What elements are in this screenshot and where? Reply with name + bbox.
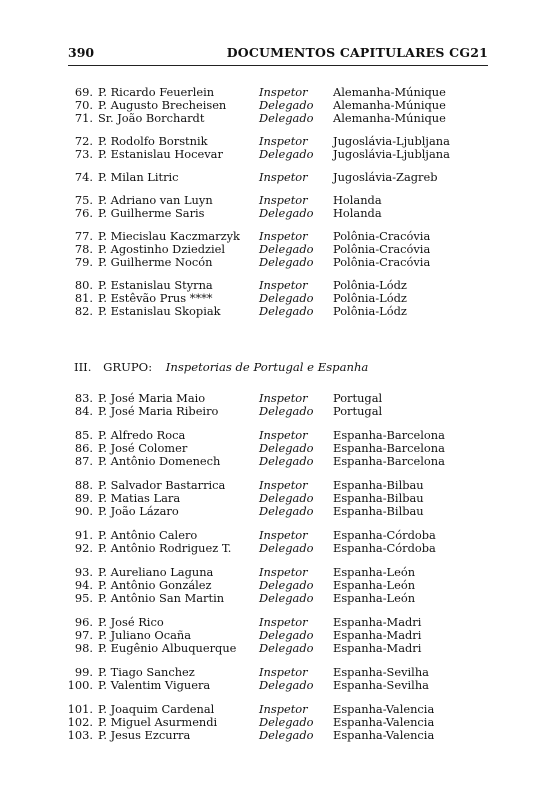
entry-place: Espanha-Madri — [333, 641, 422, 655]
entry-role: Delegado — [259, 728, 314, 742]
entry-place: Espanha-Madri — [333, 615, 422, 629]
entry-role: Inspetor — [259, 615, 308, 629]
entry-role: Delegado — [259, 255, 314, 269]
entry-role: Delegado — [259, 591, 314, 605]
entry-role: Delegado — [259, 291, 314, 305]
running-title: DOCUMENTOS CAPITULARES CG21 — [226, 45, 488, 60]
entry-place: Espanha-Córdoba — [333, 528, 436, 542]
entry-place: Portugal — [333, 391, 383, 405]
entry-name: P. Antônio Calero — [98, 528, 198, 542]
entry-number: 89. — [74, 491, 93, 505]
entry-name: P. Estanislau Hocevar — [98, 147, 223, 161]
entry-place: Alemanha-Múnique — [333, 111, 446, 125]
entry-number: 73. — [74, 147, 93, 161]
entry-name: P. Estêvão Prus **** — [98, 291, 213, 305]
entry-number: 100. — [67, 678, 93, 692]
entry-role: Inspetor — [259, 665, 308, 679]
entry-role: Delegado — [259, 454, 314, 468]
entry-role: Delegado — [259, 206, 314, 220]
running-header — [68, 45, 488, 65]
list-item — [0, 305, 540, 318]
entry-name: P. Guilherme Saris — [98, 206, 205, 220]
entry-place: Jugoslávia-Ljubljana — [333, 147, 450, 161]
entry-name: P. Antônio Rodriguez T. — [98, 541, 232, 555]
entry-name: P. Alfredo Roca — [98, 428, 186, 442]
entry-role: Inspetor — [259, 193, 308, 207]
entry-role: Delegado — [259, 147, 314, 161]
entry-place: Espanha-Barcelona — [333, 454, 445, 468]
entry-place: Espanha-Sevilha — [333, 678, 429, 692]
entry-name: P. Antônio Domenech — [98, 454, 221, 468]
entry-number: 99. — [74, 665, 93, 679]
entry-role: Inspetor — [259, 134, 308, 148]
entry-name: P. Eugênio Albuquerque — [98, 641, 237, 655]
entry-place: Espanha-Sevilha — [333, 665, 429, 679]
entry-name: P. Miecislau Kaczmarzyk — [98, 229, 240, 243]
entry-role: Delegado — [259, 628, 314, 642]
entry-number: 97. — [74, 628, 93, 642]
entry-number: 70. — [74, 98, 93, 112]
list-item — [0, 505, 540, 518]
entry-role: Delegado — [259, 541, 314, 555]
entry-role: Delegado — [259, 441, 314, 455]
entry-name: P. Estanislau Styrna — [98, 278, 213, 292]
entry-name: P. Milan Litric — [98, 170, 179, 184]
entry-name: P. Tiago Sanchez — [98, 665, 195, 679]
entry-name: P. Rodolfo Borstnik — [98, 134, 208, 148]
entry-name: P. Antônio San Martin — [98, 591, 225, 605]
entry-number: 87. — [74, 454, 93, 468]
entry-name: P. Jesus Ezcurra — [98, 728, 191, 742]
entry-number: 72. — [74, 134, 93, 148]
entry-number: 69. — [74, 85, 93, 99]
entry-name: P. José Rico — [98, 615, 164, 629]
entry-place: Polônia-Lódz — [333, 291, 407, 305]
entry-place: Alemanha-Múnique — [333, 85, 446, 99]
entry-name: P. Juliano Ocaña — [98, 628, 192, 642]
entry-role: Delegado — [259, 98, 314, 112]
entry-number: 82. — [74, 304, 93, 318]
entry-place: Espanha-León — [333, 565, 416, 579]
entry-number: 81. — [74, 291, 93, 305]
entry-role: Delegado — [259, 242, 314, 256]
list-item — [0, 679, 540, 692]
entry-number: 90. — [74, 504, 93, 518]
entry-number: 78. — [74, 242, 93, 256]
list-item — [0, 148, 540, 161]
entry-number: 94. — [74, 578, 93, 592]
entry-name: P. Augusto Brecheisen — [98, 98, 227, 112]
section-roman-numeral: III. — [74, 360, 92, 374]
entry-number: 103. — [67, 728, 93, 742]
entry-number: 84. — [74, 404, 93, 418]
entry-role: Inspetor — [259, 85, 308, 99]
entry-place: Polônia-Cracóvia — [333, 229, 431, 243]
entry-place: Espanha-Valencia — [333, 715, 435, 729]
section-heading — [74, 360, 368, 374]
entry-role: Delegado — [259, 404, 314, 418]
entry-place: Espanha-León — [333, 591, 416, 605]
entry-role: Inspetor — [259, 478, 308, 492]
entry-role: Delegado — [259, 491, 314, 505]
entry-number: 83. — [74, 391, 93, 405]
entry-role: Inspetor — [259, 170, 308, 184]
entry-place: Polônia-Cracóvia — [333, 242, 431, 256]
entry-place: Espanha-Valencia — [333, 728, 435, 742]
entry-place: Jugoslávia-Ljubljana — [333, 134, 450, 148]
entry-role: Inspetor — [259, 565, 308, 579]
entry-role: Delegado — [259, 678, 314, 692]
entry-number: 74. — [74, 170, 93, 184]
entry-number: 101. — [67, 702, 93, 716]
list-item — [0, 455, 540, 468]
entry-number: 77. — [74, 229, 93, 243]
entry-role: Inspetor — [259, 428, 308, 442]
entry-name: P. Joaquim Cardenal — [98, 702, 215, 716]
list-item — [0, 642, 540, 655]
entry-number: 80. — [74, 278, 93, 292]
entry-name: P. Salvador Bastarrica — [98, 478, 226, 492]
entry-number: 85. — [74, 428, 93, 442]
entry-role: Delegado — [259, 578, 314, 592]
list-item — [0, 405, 540, 418]
entry-role: Inspetor — [259, 229, 308, 243]
entry-number: 79. — [74, 255, 93, 269]
entry-role: Delegado — [259, 715, 314, 729]
header-rule — [68, 65, 488, 66]
entry-place: Espanha-Barcelona — [333, 428, 445, 442]
entry-name: P. José Colomer — [98, 441, 188, 455]
entry-number: 75. — [74, 193, 93, 207]
entry-name: P. Valentim Viguera — [98, 678, 211, 692]
entry-number: 96. — [74, 615, 93, 629]
entry-place: Espanha-Barcelona — [333, 441, 445, 455]
entry-number: 95. — [74, 591, 93, 605]
entry-number: 71. — [74, 111, 93, 125]
entry-name: P. Matias Lara — [98, 491, 181, 505]
entry-role: Inspetor — [259, 528, 308, 542]
entry-place: Holanda — [333, 193, 382, 207]
entry-name: P. Estanislau Skopiak — [98, 304, 221, 318]
entry-number: 76. — [74, 206, 93, 220]
list-item — [0, 256, 540, 269]
list-item — [0, 171, 540, 184]
entry-name: Sr. João Borchardt — [98, 111, 205, 125]
entry-name: P. Aureliano Laguna — [98, 565, 214, 579]
entry-place: Espanha-Bilbau — [333, 478, 424, 492]
entry-role: Inspetor — [259, 702, 308, 716]
entry-role: Delegado — [259, 304, 314, 318]
page-number: 390 — [68, 45, 95, 60]
entry-place: Espanha-Bilbau — [333, 504, 424, 518]
entry-name: P. Guilherme Nocón — [98, 255, 213, 269]
entry-place: Polônia-Lódz — [333, 278, 407, 292]
entry-place: Polônia-Lódz — [333, 304, 407, 318]
entry-role: Inspetor — [259, 278, 308, 292]
entry-place: Espanha-Bilbau — [333, 491, 424, 505]
entry-place: Alemanha-Múnique — [333, 98, 446, 112]
list-item — [0, 207, 540, 220]
entry-name: P. Antônio González — [98, 578, 212, 592]
entry-name: P. José Maria Ribeiro — [98, 404, 219, 418]
section-group-label: GRUPO: — [103, 360, 153, 374]
entry-role: Delegado — [259, 111, 314, 125]
entry-number: 93. — [74, 565, 93, 579]
entry-name: P. Adriano van Luyn — [98, 193, 213, 207]
entry-place: Polônia-Cracóvia — [333, 255, 431, 269]
entry-number: 98. — [74, 641, 93, 655]
entry-role: Delegado — [259, 641, 314, 655]
list-item — [0, 592, 540, 605]
entry-place: Espanha-León — [333, 578, 416, 592]
section-title: Inspetorias de Portugal e Espanha — [165, 360, 369, 374]
entry-name: P. Agostinho Dziedziel — [98, 242, 226, 256]
entry-name: P. João Lázaro — [98, 504, 179, 518]
entry-place: Holanda — [333, 206, 382, 220]
entry-place: Jugoslávia-Zagreb — [333, 170, 438, 184]
entry-name: P. Miguel Asurmendi — [98, 715, 218, 729]
entry-role: Delegado — [259, 504, 314, 518]
list-item — [0, 729, 540, 742]
entry-number: 88. — [74, 478, 93, 492]
entry-role: Inspetor — [259, 391, 308, 405]
entry-number: 102. — [67, 715, 93, 729]
entry-number: 86. — [74, 441, 93, 455]
entry-name: P. Ricardo Feuerlein — [98, 85, 215, 99]
list-item — [0, 112, 540, 125]
list-item — [0, 542, 540, 555]
entry-number: 92. — [74, 541, 93, 555]
entry-place: Espanha-Madri — [333, 628, 422, 642]
entry-name: P. José Maria Maio — [98, 391, 206, 405]
entry-place: Espanha-Córdoba — [333, 541, 436, 555]
entry-number: 91. — [74, 528, 93, 542]
entry-place: Espanha-Valencia — [333, 702, 435, 716]
entry-place: Portugal — [333, 404, 383, 418]
